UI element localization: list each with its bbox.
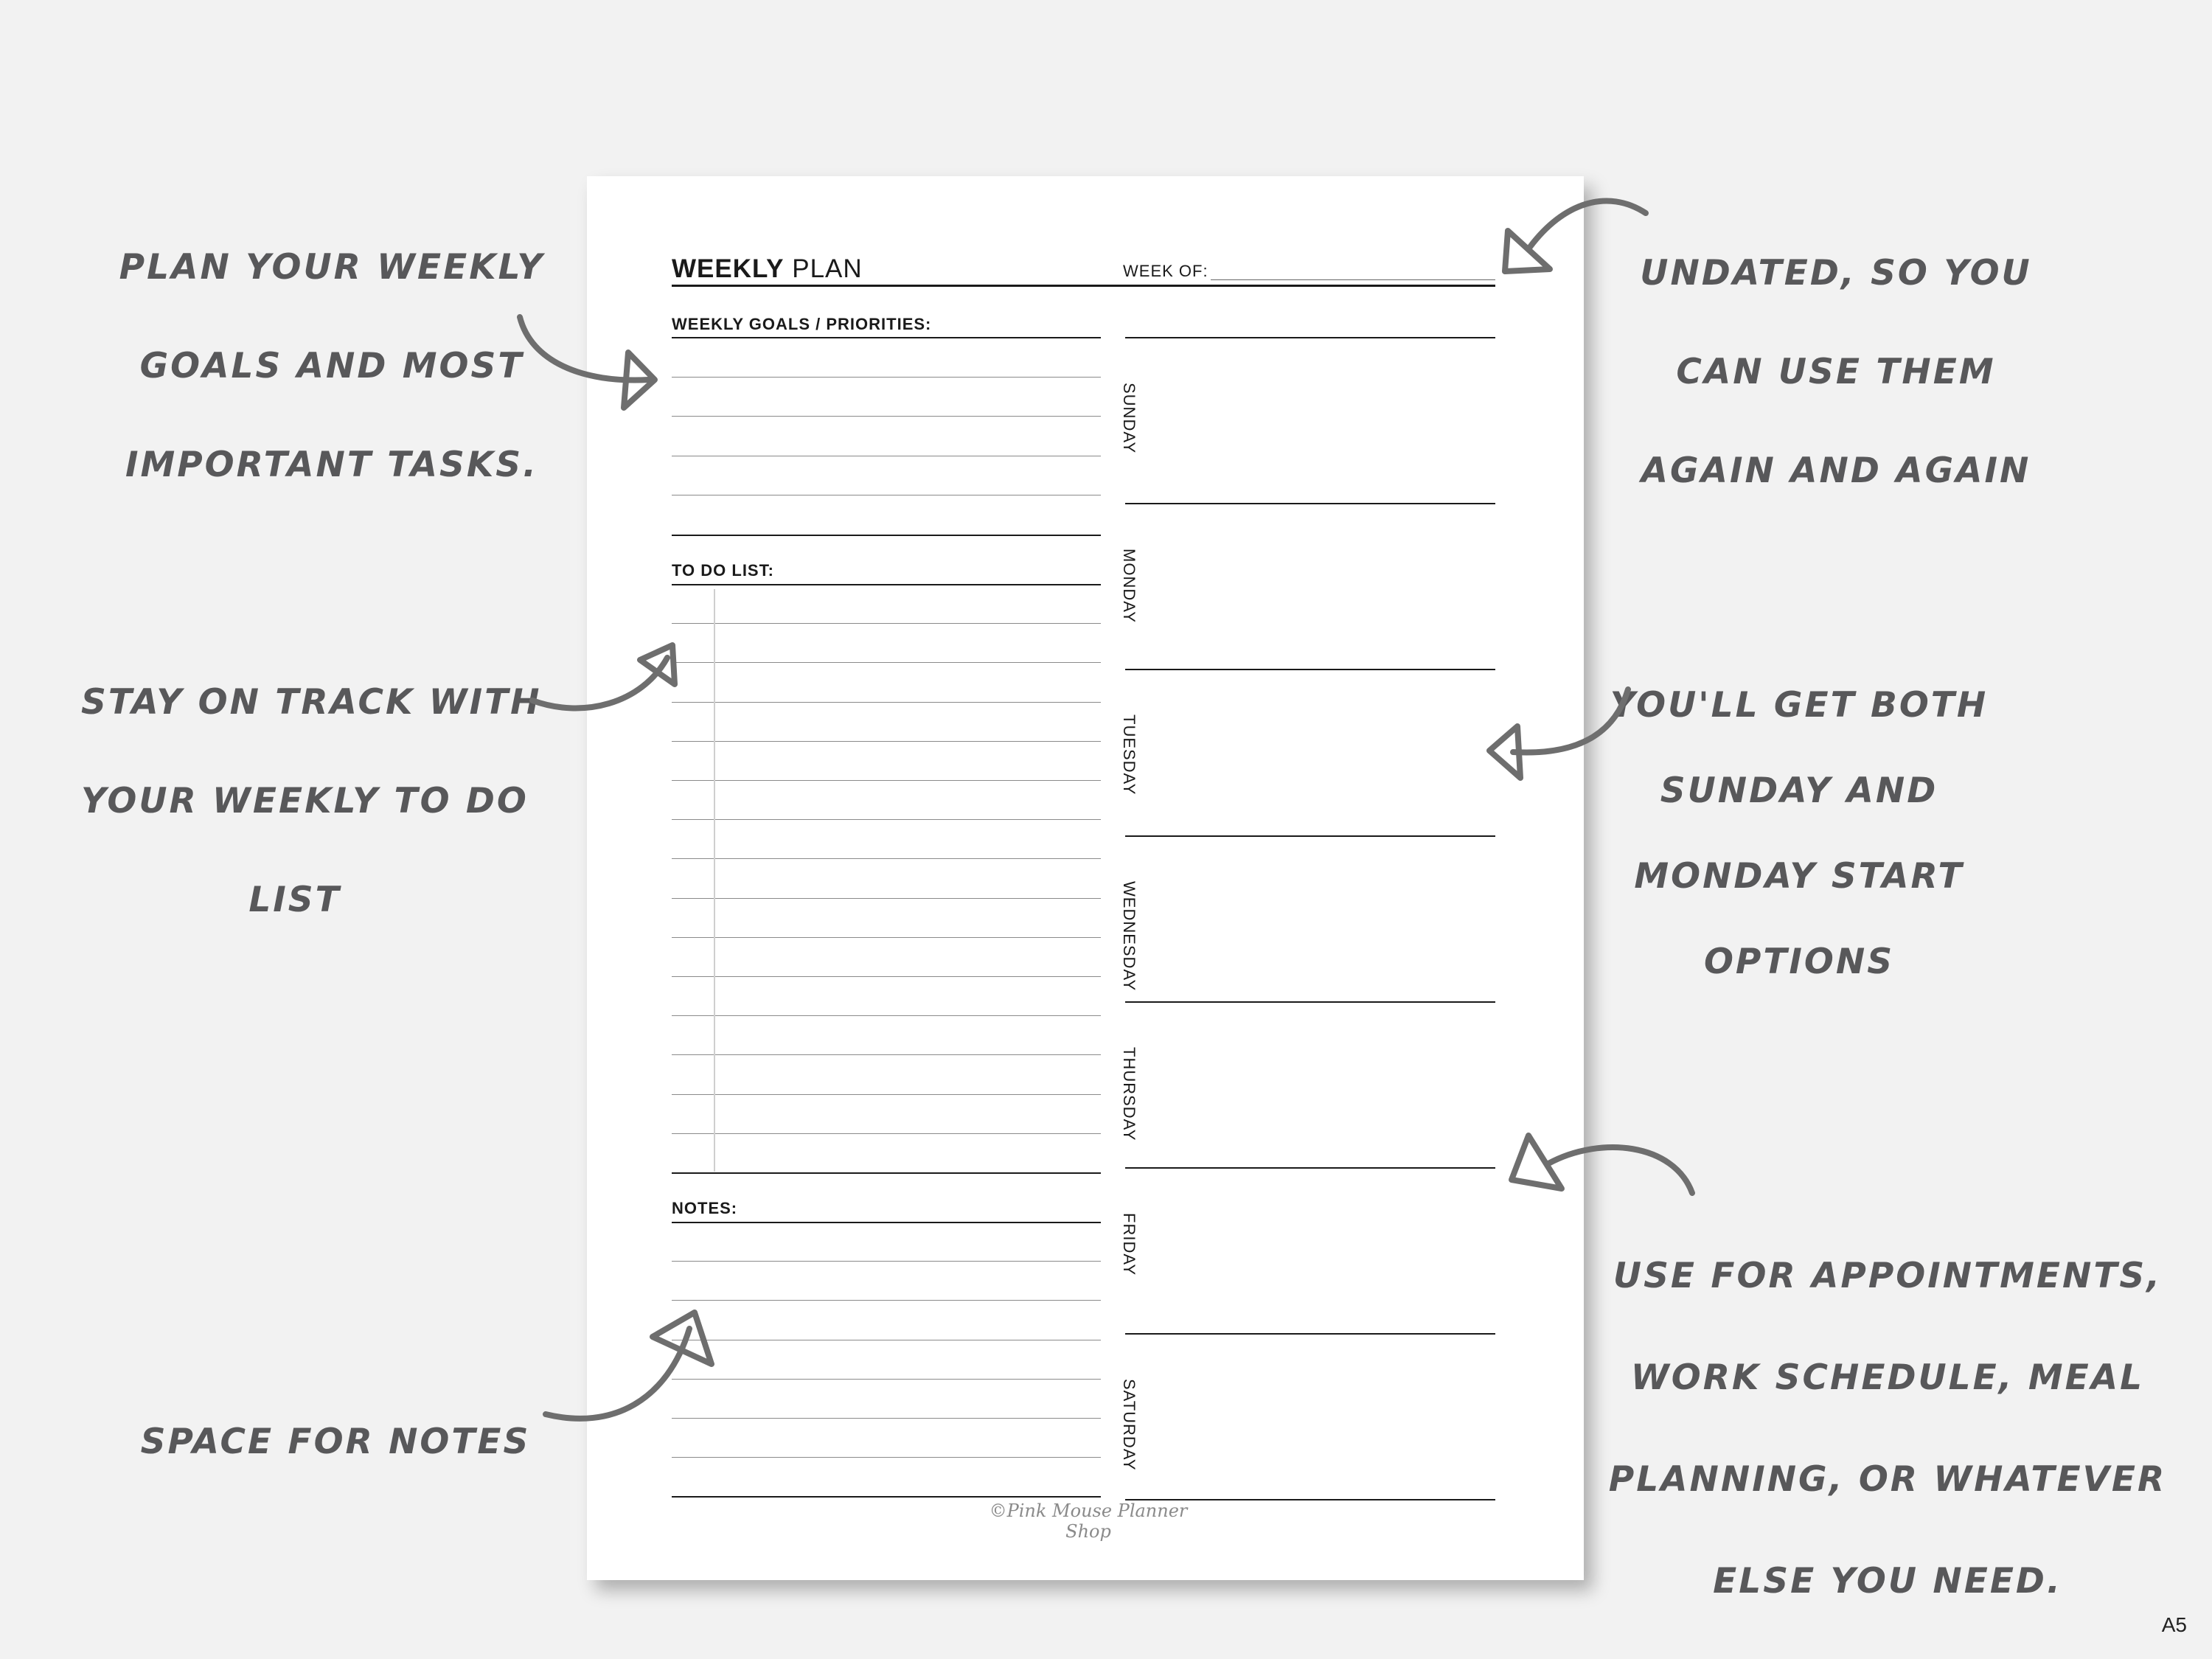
planner-title-bold: WEEKLY — [672, 254, 785, 283]
callout-line: MONDAY START — [1634, 856, 1964, 897]
callout-line: AGAIN AND AGAIN — [1641, 451, 2031, 491]
day-label-text: THURSDAY — [1120, 1046, 1138, 1141]
callout-line: SUNDAY AND — [1660, 771, 1938, 811]
day-label-text: MONDAY — [1120, 549, 1138, 624]
planner-title-light: PLAN — [792, 254, 863, 283]
callout-line: SPACE FOR NOTES — [140, 1422, 531, 1462]
callout-line: OPTIONS — [1703, 942, 1895, 982]
callout-line: LIST — [248, 880, 341, 920]
callout-line: GOALS AND MOST — [139, 346, 524, 386]
callout-line: WORK SCHEDULE, MEAL — [1630, 1357, 2145, 1398]
callout-line: USE FOR APPOINTMENTS, — [1613, 1256, 2163, 1296]
callout-line: CAN USE THEM — [1676, 352, 1996, 392]
watermark: ©Pink Mouse Planner Shop — [989, 1500, 1188, 1542]
arrow-icon — [532, 645, 675, 708]
size-tag: A5 — [2161, 1613, 2187, 1636]
arrow-icon — [1512, 1135, 1692, 1193]
callout-line: ELSE YOU NEED. — [1713, 1561, 2062, 1601]
day-label-text: FRIDAY — [1120, 1213, 1138, 1276]
callout-line: PLANNING, OR WHATEVER — [1608, 1459, 2167, 1500]
callout-line: YOUR WEEKLY TO DO — [81, 781, 529, 821]
arrow-icon — [520, 317, 655, 408]
notes-label: NOTES: — [672, 1199, 738, 1217]
todo-label: TO DO LIST: — [672, 561, 774, 580]
callout-line: STAY ON TRACK WITH — [81, 682, 542, 723]
day-label-text: SUNDAY — [1120, 383, 1138, 454]
callout-line: IMPORTANT TASKS. — [125, 445, 539, 485]
arrow-icon — [546, 1312, 712, 1419]
callout-line: PLAN YOUR WEEKLY — [119, 247, 545, 288]
arrow-icon — [1489, 689, 1628, 778]
goals-label: WEEKLY GOALS / PRIORITIES: — [672, 315, 932, 333]
day-label-text: WEDNESDAY — [1120, 880, 1138, 991]
arrow-icon — [1505, 201, 1646, 271]
week-of-label: WEEK OF: — [1123, 262, 1208, 280]
callout-line: YOU'LL GET BOTH — [1610, 685, 1989, 726]
day-label-text: TUESDAY — [1120, 714, 1138, 796]
callout-line: UNDATED, SO YOU — [1640, 253, 2032, 293]
day-label-text: SATURDAY — [1120, 1379, 1138, 1471]
